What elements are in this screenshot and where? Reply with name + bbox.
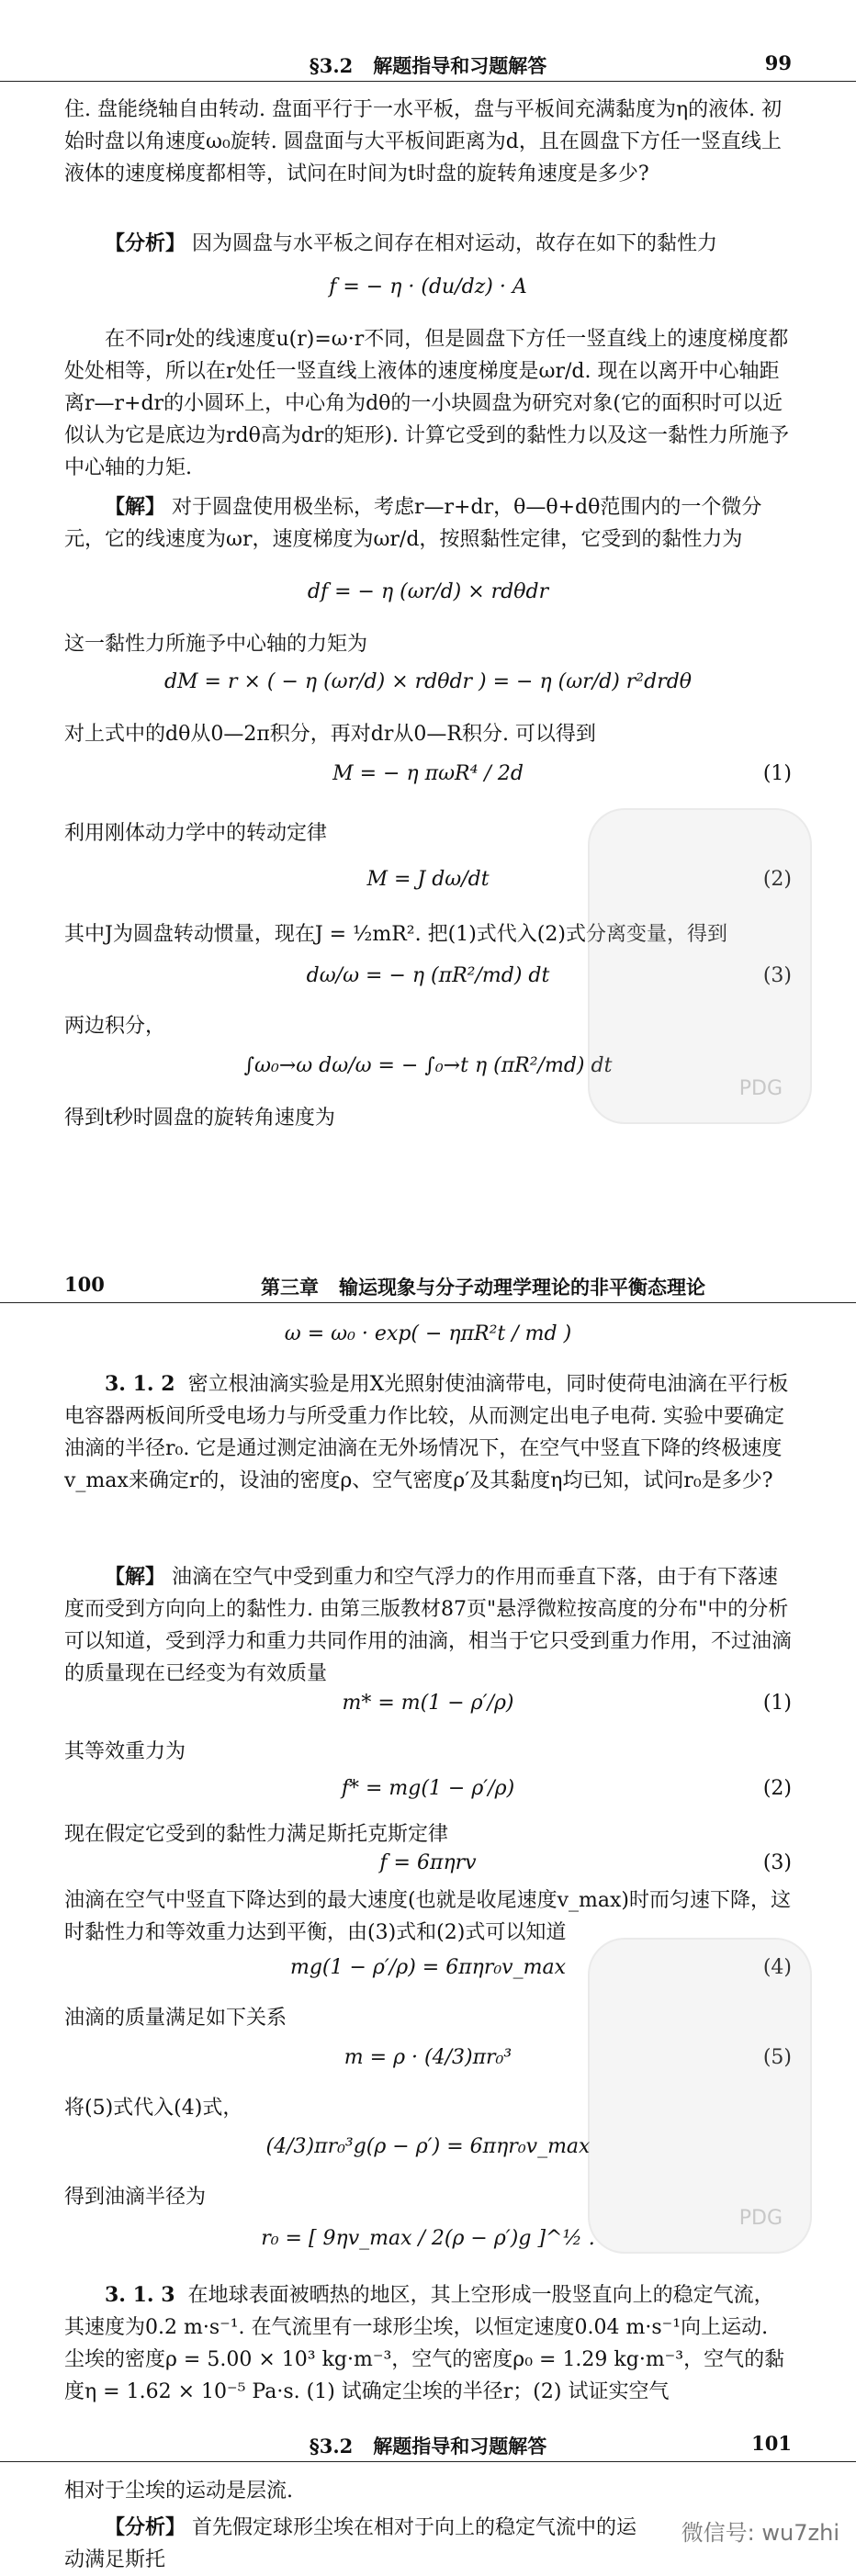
paragraph: 得到t秒时圆盘的旋转角速度为	[64, 1107, 335, 1130]
equation-number: (4)	[762, 1956, 792, 1979]
solution-paragraph	[64, 1561, 792, 1690]
analysis-text: 因为圆盘与水平板之间存在相对运动，故存在如下的黏性力	[192, 232, 718, 255]
problem-paragraph	[64, 1368, 792, 1497]
watermark-text: PDG	[738, 2207, 783, 2230]
equation-df: df = − η (ωr/d) × rdθdr	[307, 580, 549, 603]
paragraph: 得到油滴半径为	[64, 2186, 207, 2209]
equation-3: f = 6πηrv	[379, 1851, 477, 1874]
equation-number: (1)	[762, 1692, 792, 1715]
equation-number: (3)	[762, 1851, 792, 1874]
equation-sep: dω/ω = − η (πR²/md) dt	[306, 964, 550, 987]
paragraph: 油滴的质量满足如下关系	[64, 2007, 287, 2030]
header-title: §3.2 解题指导和习题解答	[309, 54, 547, 77]
equation-J: M = J dω/dt	[366, 868, 490, 891]
equation-number: (1)	[762, 762, 792, 785]
page-number: 101	[751, 2432, 792, 2455]
equation-dM: dM = r × ( − η (ωr/d) × rdθdr ) = − η (ωr/d) r²drdθ	[163, 670, 693, 693]
problem-number: 3. 1. 2	[105, 1372, 175, 1396]
equation-number: (2)	[762, 1777, 792, 1800]
problem-text: 在地球表面被晒热的地区，其上空形成一股竖直向上的稳定气流，其速度为0.2 m·s⁻¹. 在气流里有一球形尘埃，以恒定速度0.04 m·s⁻¹向上运动. 尘埃的密度ρ = 5.00 × 10³ kg·m⁻³，空气的密度ρ₀ = 1.29 kg·m⁻³，空气的黏度η = 1.62 × 10⁻⁵ Pa·s. (1) 试确定尘埃的半径r；(2) 试证实空气	[64, 2284, 785, 2403]
analysis-label: 【分析】	[105, 231, 186, 255]
watermark-stamp	[588, 1938, 812, 2254]
equation-4: mg(1 − ρ′/ρ) = 6πηr₀v_max	[289, 1956, 566, 1979]
analysis-label: 【分析】	[105, 2515, 186, 2539]
solution-text: 油滴在空气中受到重力和空气浮力的作用而垂直下落，由于有下落速度而受到方向向上的黏性力. 由第三版教材87页"悬浮微粒按高度的分布"中的分析可以知道，受到浮力和重力共同作用的油滴，相当于它只受到重力作用，不过油滴的质量现在已经变为有效质量	[64, 1566, 793, 1685]
equation-number: (2)	[762, 868, 792, 891]
equation-1: m* = m(1 − ρ′/ρ)	[342, 1692, 514, 1715]
solution-label: 【解】	[105, 1565, 166, 1589]
problem-number: 3. 1. 3	[105, 2283, 175, 2307]
analysis-paragraph	[64, 2512, 652, 2576]
paragraph: 两边积分，	[64, 1015, 166, 1038]
paragraph: 其中J为圆盘转动惯量，现在J = ½mR². 把(1)式代入(2)式分离变量，得到	[64, 923, 727, 946]
equation-number: (3)	[762, 964, 792, 987]
paragraph: 其等效重力为	[64, 1740, 186, 1763]
page-header-100	[0, 1266, 856, 1303]
paragraph: 这一黏性力所施予中心轴的力矩为	[64, 633, 368, 656]
header-title: §3.2 解题指导和习题解答	[309, 2435, 547, 2458]
paragraph: 利用刚体动力学中的转动定律	[64, 822, 328, 845]
watermark-text: PDG	[738, 1077, 783, 1100]
paragraph: 相对于尘埃的运动是层流.	[64, 2480, 293, 2503]
page-number: 99	[764, 51, 792, 74]
equation-7: r₀ = [ 9ηv_max / 2(ρ − ρ′)g ]^½ .	[261, 2227, 595, 2250]
header-title: 第三章 输运现象与分子动理学理论的非平衡态理论	[261, 1276, 705, 1299]
paragraph: 将(5)式代入(4)式，	[64, 2097, 243, 2120]
equation-omega: ω = ω₀ · exp( − ηπR²t / md )	[284, 1322, 572, 1345]
equation-2: f* = mg(1 − ρ′/ρ)	[341, 1777, 515, 1800]
equation-5: m = ρ · (4/3)πr₀³	[344, 2046, 512, 2069]
solution-label: 【解】	[105, 495, 166, 519]
solution-paragraph	[64, 491, 792, 556]
analysis-paragraph	[64, 228, 792, 260]
paragraph: 在不同r处的线速度u(r)=ω·r不同，但是圆盘下方任一竖直线上的速度梯度都处处相等，所以在r处任一竖直线上液体的速度梯度是ωr/d. 现在以离开中心轴距离r—r+dr的小圆环上，中心角为dθ的一小块圆盘为研究对象(它的面积时可以近似认为它是底边为rdθ高为dr的矩形). 计算它受到的黏性力以及这一黏性力所施予中心轴的力矩.	[64, 328, 790, 479]
problem-paragraph	[64, 2279, 792, 2408]
equation-integral: ∫ω₀→ω dω/ω = − ∫₀→t η (πR²/md) dt	[243, 1054, 613, 1077]
page-header-101	[0, 2424, 856, 2462]
equation-6: (4/3)πr₀³g(ρ − ρ′) = 6πηr₀v_max	[265, 2135, 591, 2158]
page-header-99	[0, 44, 856, 82]
watermark-stamp	[588, 808, 812, 1124]
analysis-text: 首先假定球形尘埃在相对于向上的稳定气流中的运动满足斯托	[64, 2516, 637, 2571]
equation-M: M = − η πωR⁴ / 2d	[332, 762, 524, 785]
wechat-watermark: 微信号: wu7zhi	[681, 2520, 839, 2546]
paragraph: 住. 盘能绕轴自由转动. 盘面平行于一水平板，盘与平板间充满黏度为η的液体. 初始时盘以角速度ω₀旋转. 圆盘面与大平板间距离为d，且在圆盘下方任一竖直线上液体的速度梯度都相等，试问在时间为t时盘的旋转角速度是多少?	[64, 98, 783, 186]
problem-text: 密立根油滴实验是用X光照射使油滴带电，同时使荷电油滴在平行板电容器两板间所受电场力与所受重力作比较，从而测定出电子电荷. 实验中要确定油滴的半径r₀. 它是通过测定油滴在无外场情况下，在空气中竖直下降的终极速度v_max来确定r的，设油的密度ρ、空气密度ρ′及其黏度η均已知，试问r₀是多少?	[64, 1373, 789, 1492]
equation-number: (5)	[762, 2046, 792, 2069]
paragraph: 油滴在空气中竖直下降达到的最大速度(也就是收尾速度v_max)时而匀速下降，这时黏性力和等效重力达到平衡，由(3)式和(2)式可以知道	[64, 1889, 791, 1944]
paragraph: 对上式中的dθ从0—2π积分，再对dr从0—R积分. 可以得到	[64, 723, 596, 746]
paragraph: 现在假定它受到的黏性力满足斯托克斯定律	[64, 1823, 449, 1846]
solution-text: 对于圆盘使用极坐标，考虑r—r+dr，θ—θ+dθ范围内的一个微分元，它的线速度为ωr，速度梯度为ωr/d，按照黏性定律，它受到的黏性力为	[64, 496, 762, 551]
equation-f: f = − η · (du/dz) · A	[329, 276, 527, 298]
page-number: 100	[64, 1273, 105, 1296]
